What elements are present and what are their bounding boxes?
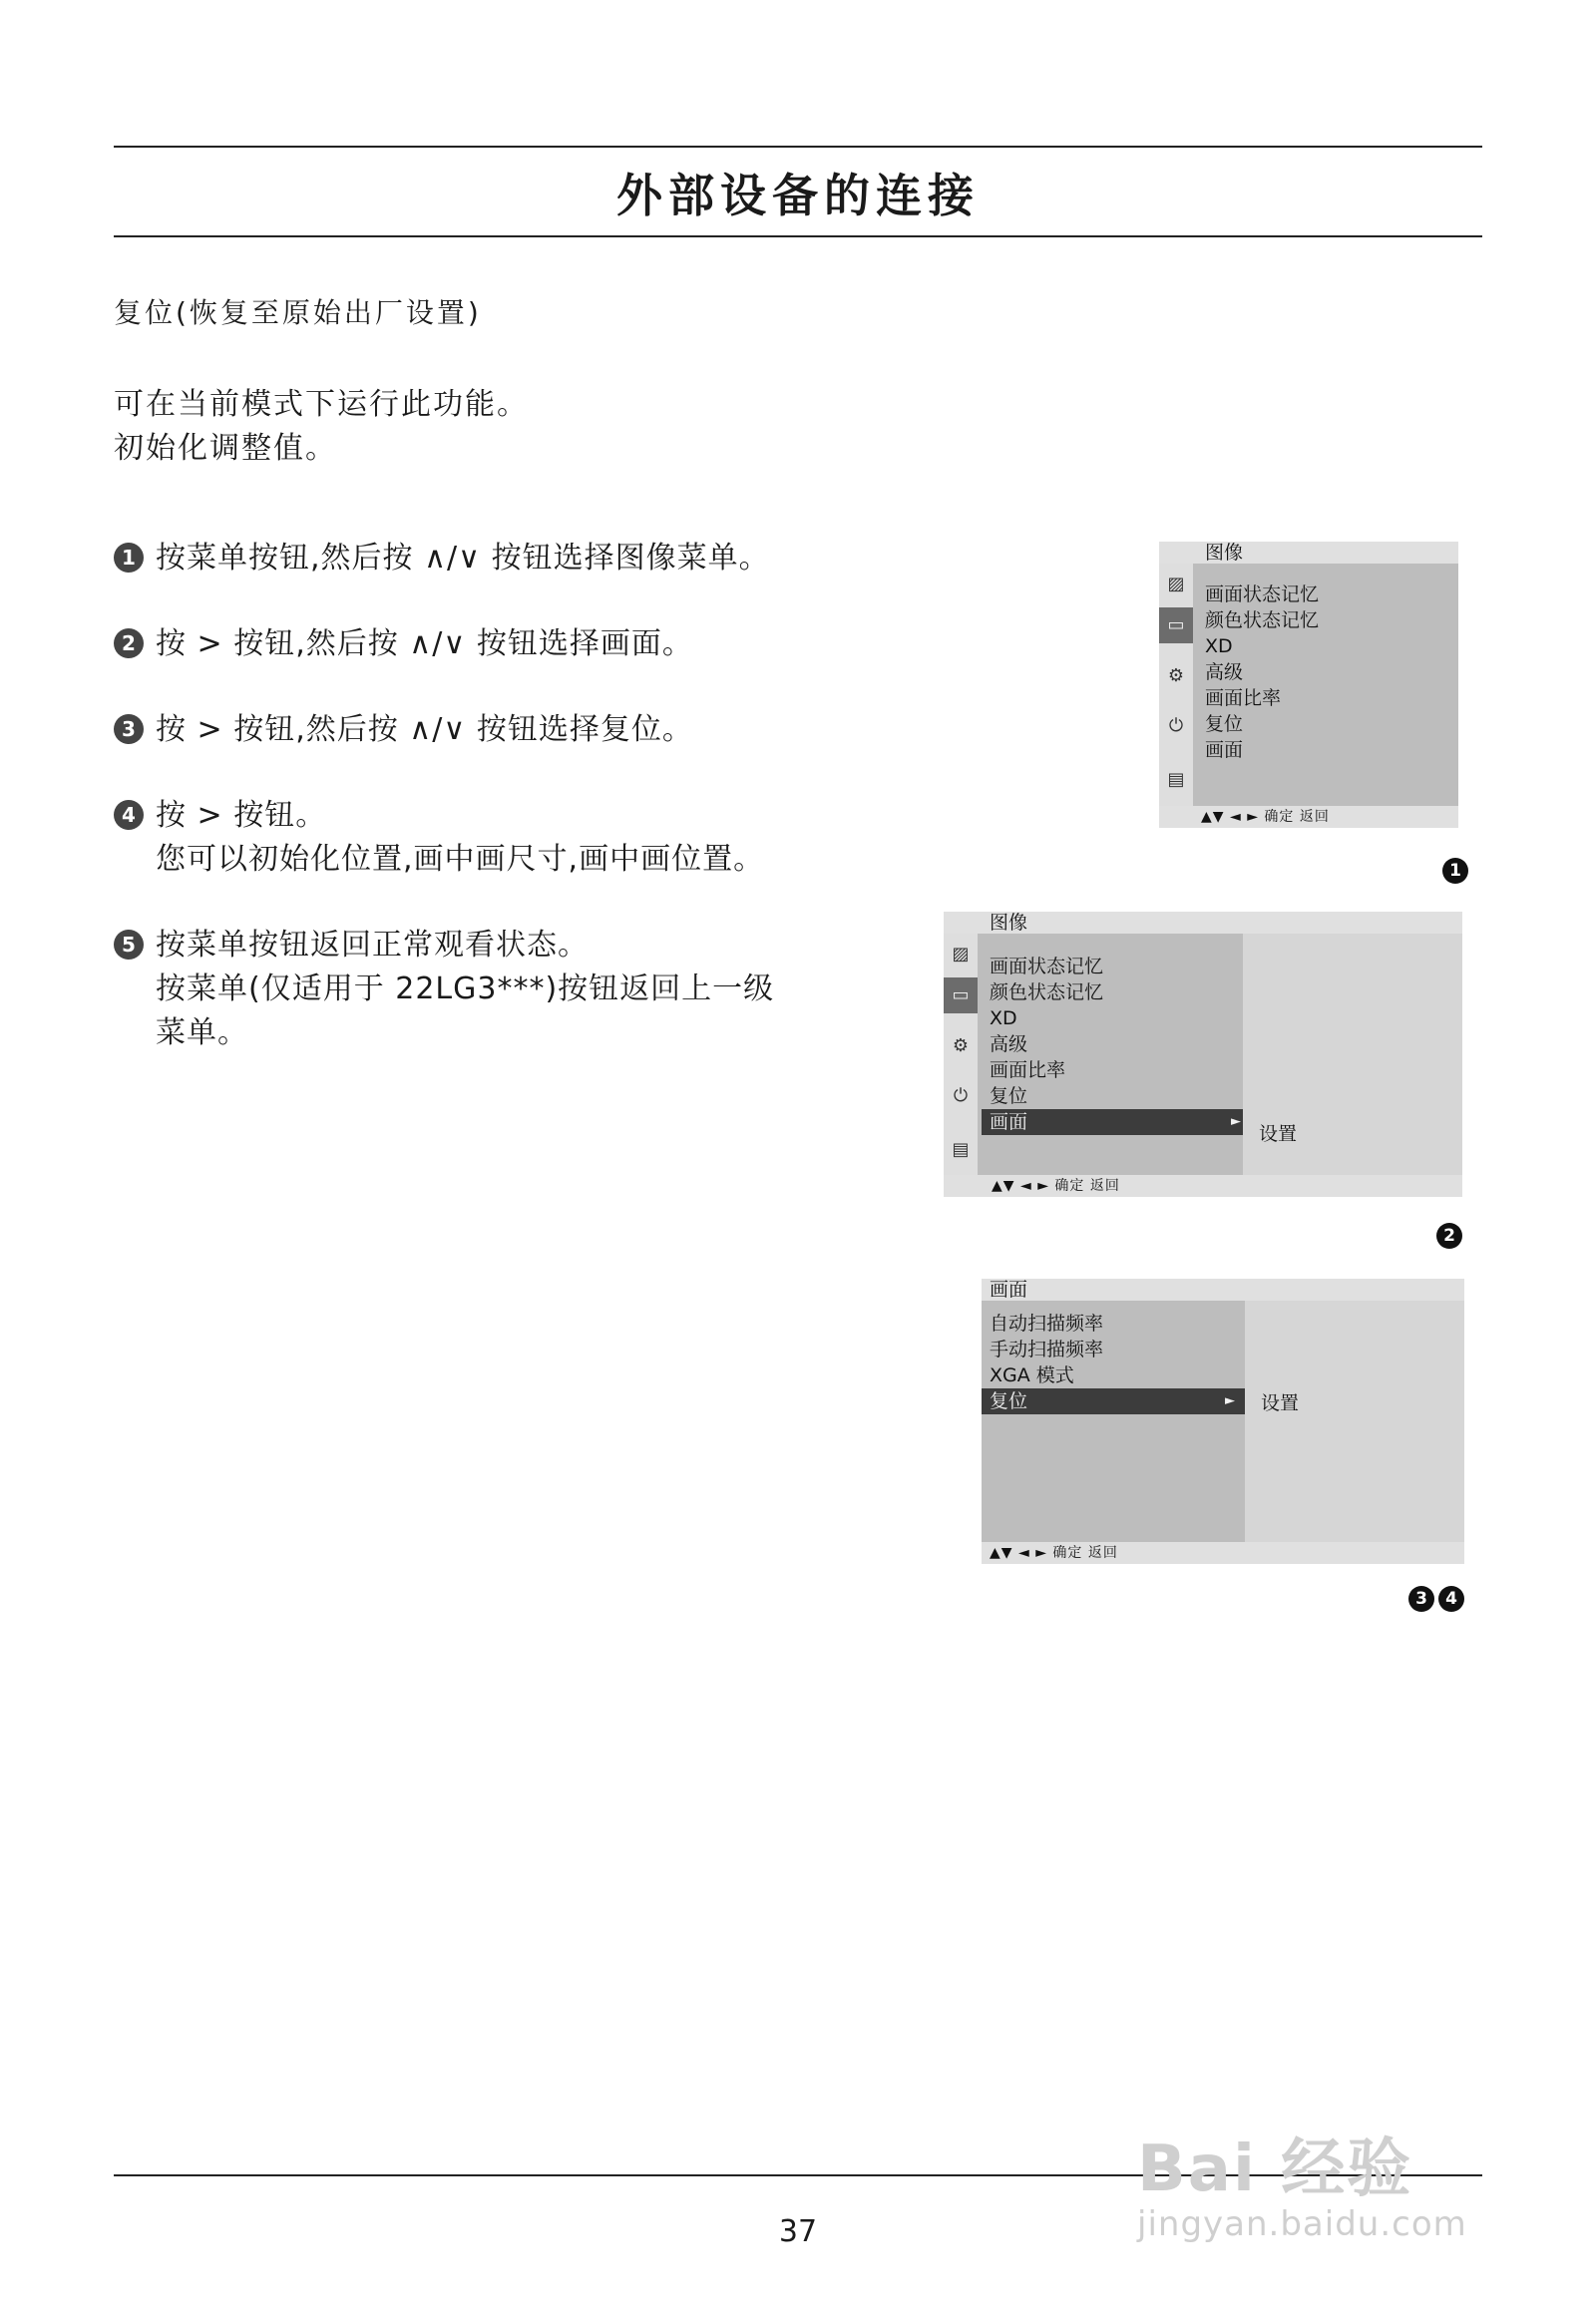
screen-icon: ▭: [1159, 607, 1193, 643]
menu-item[interactable]: 画面状态记忆: [1205, 583, 1320, 605]
menu-item[interactable]: 高级: [1205, 661, 1244, 683]
figure-badge-2: 2: [1436, 1223, 1462, 1249]
osd-icon-column: [1159, 564, 1193, 806]
menu-item[interactable]: 高级: [990, 1033, 1028, 1055]
menu-item[interactable]: 画面比率: [990, 1059, 1066, 1081]
step-number: 4: [114, 800, 144, 830]
menu-item[interactable]: 复位: [1205, 713, 1244, 735]
menu-item[interactable]: 画面: [1205, 739, 1244, 761]
step-5: [114, 924, 774, 1055]
step-text: 按菜单按钮返回正常观看状态。: [156, 928, 589, 963]
menu-item[interactable]: 复位: [990, 1085, 1028, 1107]
figure-badge-1: 1: [1442, 858, 1468, 884]
step-text: 按 > 按钮。: [156, 798, 327, 833]
step-continuation: 按菜单(仅适用于 22LG3***)按钮返回上一级: [156, 971, 775, 1006]
top-rule: [114, 146, 1482, 148]
osd-footer-hint: ▲▼ ◄ ► 确定 返回: [990, 1545, 1118, 1561]
osd-footer: [1159, 806, 1458, 828]
menu-item[interactable]: XD: [990, 1007, 1017, 1029]
intro-line-1: 可在当前模式下运行此功能。: [114, 387, 529, 422]
step-number: 1: [114, 543, 144, 573]
osd-screen-picture-menu: [1159, 542, 1458, 828]
menu-item[interactable]: XGA 模式: [990, 1364, 1074, 1386]
menu-item-selected[interactable]: [982, 1109, 1251, 1135]
picture-icon: ▨: [952, 944, 970, 965]
step-continuation: 您可以初始化位置,画中画尺寸,画中画位置。: [156, 842, 765, 877]
figure-badge-3: 3: [1408, 1586, 1434, 1612]
watermark-logo-text: Bai 经验: [1137, 2132, 1413, 2206]
osd-header-title: 画面: [990, 1279, 1028, 1301]
osd-footer: [944, 1175, 1462, 1197]
step-4: [114, 794, 764, 882]
settings-icon: ⚙: [1167, 665, 1185, 686]
picture-icon: ▨: [1167, 574, 1185, 594]
watermark-url: jingyan.baidu.com: [1137, 2204, 1467, 2244]
step-continuation: 菜单。: [156, 1015, 248, 1050]
osd-menu-list: [982, 954, 1251, 1135]
osd-header-title: 图像: [1205, 542, 1244, 564]
submenu-arrow-icon: ►: [1225, 1393, 1235, 1408]
step-text: 按 > 按钮,然后按 ∧/∨ 按钮选择复位。: [156, 712, 693, 747]
osd-menu-list: [982, 1311, 1245, 1414]
section-heading: 复位(恢复至原始出厂设置): [114, 296, 482, 329]
lock-icon: ▤: [1167, 769, 1185, 790]
settings-icon: ⚙: [952, 1035, 970, 1056]
osd-footer-hint: ▲▼ ◄ ► 确定 返回: [992, 1178, 1120, 1194]
intro-line-2: 初始化调整值。: [114, 431, 337, 466]
menu-item-selected[interactable]: [982, 1388, 1245, 1414]
power-icon: ⏻: [1168, 715, 1184, 736]
osd-footer-hint: ▲▼ ◄ ► 确定 返回: [1201, 809, 1330, 825]
submenu-setting[interactable]: 设置: [1259, 1123, 1298, 1145]
step-number: 3: [114, 714, 144, 744]
osd-submenu-panel: [1245, 1301, 1464, 1542]
menu-item-label: 画面: [990, 1111, 1028, 1133]
step-text: 按菜单按钮,然后按 ∧/∨ 按钮选择图像菜单。: [156, 541, 770, 576]
osd-header-title: 图像: [990, 912, 1028, 934]
menu-item[interactable]: 画面状态记忆: [990, 956, 1104, 977]
osd-footer: [982, 1542, 1464, 1564]
osd-header: [1159, 542, 1458, 564]
page-title: 外部设备的连接: [616, 169, 980, 222]
menu-item[interactable]: 画面比率: [1205, 687, 1282, 709]
menu-item[interactable]: 颜色状态记忆: [1205, 609, 1320, 631]
step-2: [114, 622, 693, 666]
osd-screen-screen-menu: [982, 1279, 1464, 1564]
title-underline: [114, 235, 1482, 237]
baidu-watermark: [1137, 2134, 1467, 2244]
step-3: [114, 708, 693, 752]
menu-item[interactable]: XD: [1205, 635, 1233, 657]
step-number: 5: [114, 930, 144, 960]
lock-icon: ▤: [952, 1139, 970, 1160]
screen-icon: ▭: [944, 977, 978, 1013]
step-number: 2: [114, 628, 144, 658]
step-1: [114, 537, 770, 581]
submenu-arrow-icon: ►: [1231, 1114, 1241, 1129]
osd-submenu-panel: [1243, 934, 1462, 1175]
power-icon: ⏻: [953, 1085, 969, 1106]
step-text: 按 > 按钮,然后按 ∧/∨ 按钮选择画面。: [156, 626, 693, 661]
menu-item[interactable]: 手动扫描频率: [990, 1339, 1104, 1360]
menu-item-label: 复位: [990, 1390, 1028, 1412]
osd-screen-picture-submenu: [944, 912, 1462, 1197]
submenu-setting[interactable]: 设置: [1261, 1392, 1300, 1414]
menu-item[interactable]: 颜色状态记忆: [990, 981, 1104, 1003]
osd-header: [982, 1279, 1464, 1301]
page-number: 37: [778, 2214, 818, 2249]
figure-badge-4: 4: [1438, 1586, 1464, 1612]
osd-menu-list: [1197, 581, 1456, 763]
osd-icon-column: [944, 934, 978, 1175]
osd-header: [944, 912, 1462, 934]
menu-item[interactable]: 自动扫描频率: [990, 1313, 1104, 1335]
